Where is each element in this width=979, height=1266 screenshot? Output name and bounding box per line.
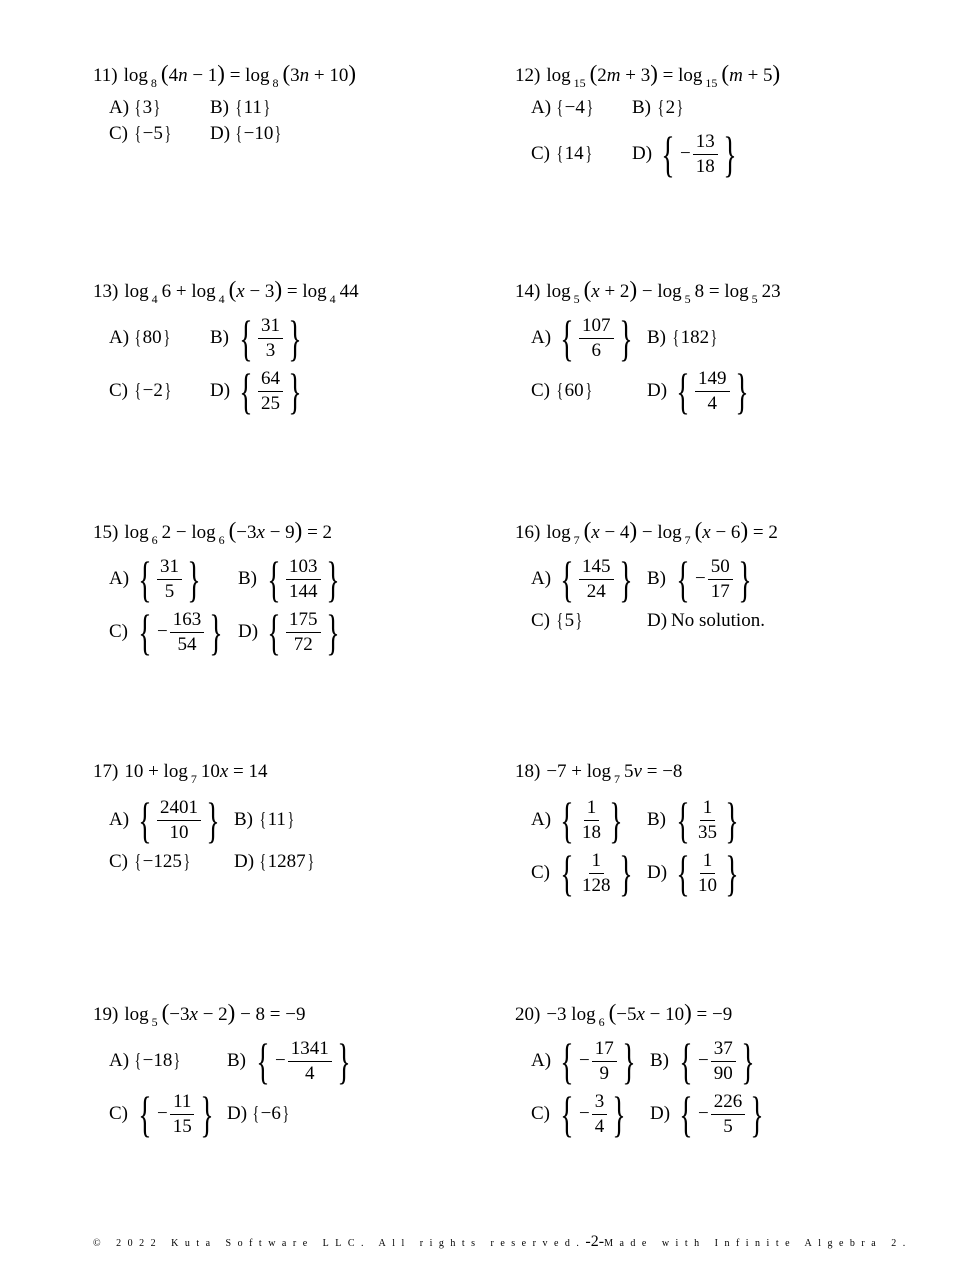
numerator: 163 xyxy=(170,608,205,633)
choice-b xyxy=(234,792,296,848)
choice-d xyxy=(210,122,283,146)
denominator: 128 xyxy=(582,874,611,896)
choice-d xyxy=(632,126,742,182)
choice-letter: D) xyxy=(234,851,255,872)
problem-equation: 18) −7 + log $_7$ 5v = −8 xyxy=(515,761,683,786)
choice-letter: A) xyxy=(109,568,130,589)
fraction-answer: { $\frac{2401}{10}$ } xyxy=(138,792,220,848)
fraction-answer: { − $\frac{13}{18}$ } xyxy=(661,126,737,182)
choice-letter: C) xyxy=(531,1103,550,1124)
choice-letter: A) xyxy=(531,809,552,830)
choice-letter: C) xyxy=(531,380,550,401)
choice-letter: B) xyxy=(210,97,229,118)
choice-letter: B) xyxy=(632,97,651,118)
choice-c xyxy=(531,845,638,901)
fraction-answer: { − $\frac{50}{17}$ } xyxy=(676,551,752,607)
set-answer: { 11 } xyxy=(259,808,295,831)
numerator: 1 xyxy=(700,796,716,821)
numerator: 175 xyxy=(286,608,321,633)
problem-number: 19) xyxy=(93,1004,119,1025)
set-answer: { 14 } xyxy=(556,142,592,165)
made-with-text: Made with Infinite Algebra 2. xyxy=(604,1238,912,1249)
problem-number: 17) xyxy=(93,761,119,782)
choice-c xyxy=(531,1086,631,1142)
choice-letter: A) xyxy=(109,327,130,348)
choice-letter: C) xyxy=(531,610,550,631)
choice-letter: B) xyxy=(650,1050,669,1071)
problem-equation: 14) log $_5$ (x + 2) − log $_5$ 8 = log $_5$ 23 xyxy=(515,277,781,306)
choice-text: No solution. xyxy=(671,610,765,631)
denominator: 18 xyxy=(695,155,715,177)
set-answer: { −125 } xyxy=(134,850,190,873)
choice-d xyxy=(234,850,315,874)
choice-c xyxy=(531,609,584,633)
choice-c xyxy=(109,363,172,419)
problem-equation: 19) log $_5$ (−3x − 2) − 8 = −9 xyxy=(93,1000,306,1029)
denominator: 4 xyxy=(304,1062,315,1084)
choice-b xyxy=(210,96,272,120)
numerator: 1341 xyxy=(288,1037,332,1062)
choice-b xyxy=(238,551,345,607)
set-answer: { −2 } xyxy=(134,379,171,402)
numerator: 2401 xyxy=(157,796,201,821)
fraction-answer: { $\frac{1}{35}$ } xyxy=(676,792,739,848)
fraction-answer: { $\frac{103}{144}$ } xyxy=(267,551,340,607)
denominator: 144 xyxy=(289,580,318,602)
fraction-answer: { $\frac{1}{128}$ } xyxy=(560,845,633,901)
problem-equation: 13) log $_4$ 6 + log $_4$ (x − 3) = log $_4$ 44 xyxy=(93,277,359,306)
fraction-answer: { $\frac{149}{4}$ } xyxy=(676,363,749,419)
choice-letter: D) xyxy=(632,143,653,164)
numerator: 31 xyxy=(157,555,182,580)
choice-b xyxy=(647,310,719,366)
set-answer: { −5 } xyxy=(134,122,171,145)
numerator: 1 xyxy=(700,849,716,874)
denominator: 24 xyxy=(586,580,606,602)
set-answer: { −6 } xyxy=(252,1102,289,1125)
numerator: 107 xyxy=(579,314,614,339)
problem-18 xyxy=(515,760,955,950)
problem-14 xyxy=(515,278,955,468)
choice-letter: B) xyxy=(227,1050,246,1071)
choice-b xyxy=(227,1033,356,1089)
choice-letter: D) xyxy=(650,1103,671,1124)
choice-b xyxy=(650,1033,760,1089)
denominator: 5 xyxy=(723,1115,733,1137)
choice-b xyxy=(647,792,744,848)
problem-equation: 11) log $_8$ (4n − 1) = log $_8$ (3n + 10) xyxy=(93,61,357,90)
set-answer: { 2 } xyxy=(657,96,684,119)
problem-19 xyxy=(93,1001,533,1191)
choice-b xyxy=(210,310,307,366)
numerator: 3 xyxy=(592,1090,608,1115)
choice-letter: B) xyxy=(238,568,257,589)
set-answer: { 60 } xyxy=(556,379,592,402)
problem-11 xyxy=(93,62,533,252)
choice-letter: C) xyxy=(109,123,128,144)
choice-letter: D) xyxy=(238,621,259,642)
fraction-answer: { − $\frac{17}{9}$ } xyxy=(560,1033,636,1089)
set-answer: { 5 } xyxy=(556,609,583,632)
choice-letter: D) xyxy=(647,862,668,883)
choice-letter: C) xyxy=(531,143,550,164)
denominator: 25 xyxy=(261,392,280,414)
denominator: 9 xyxy=(599,1062,609,1084)
numerator: 1 xyxy=(584,796,600,821)
problem-15 xyxy=(93,519,533,709)
problem-equation: 15) log $_6$ 2 − log $_6$ (−3x − 9) = 2 xyxy=(93,518,333,547)
fraction-answer: { $\frac{175}{72}$ } xyxy=(267,604,340,660)
set-answer: { 80 } xyxy=(134,326,170,349)
choice-d xyxy=(647,363,754,419)
problem-number: 14) xyxy=(515,281,541,302)
choice-c xyxy=(109,1086,219,1142)
problem-number: 11) xyxy=(93,65,118,86)
fraction-answer: { $\frac{31}{3}$ } xyxy=(239,310,302,366)
problem-17 xyxy=(93,760,533,950)
problem-number: 18) xyxy=(515,761,541,782)
choice-d xyxy=(650,1086,769,1142)
page-number: -2- xyxy=(585,1233,605,1250)
set-answer: { 11 } xyxy=(235,96,271,119)
choice-letter: D) xyxy=(647,610,668,631)
denominator: 5 xyxy=(164,580,175,602)
choice-c xyxy=(109,850,191,874)
denominator: 17 xyxy=(710,580,730,602)
numerator: 226 xyxy=(711,1090,746,1115)
fraction-answer: { − $\frac{1341}{4}$ } xyxy=(256,1033,351,1089)
choice-b xyxy=(647,551,757,607)
set-answer: { 182 } xyxy=(672,326,718,349)
set-answer: { 3 } xyxy=(134,96,161,119)
choice-letter: A) xyxy=(109,1050,130,1071)
set-answer: { −4 } xyxy=(556,96,593,119)
copyright-text: © 2022 Kuta Software LLC. All rights reserved. xyxy=(93,1238,586,1249)
choice-letter: D) xyxy=(647,380,668,401)
numerator: 37 xyxy=(711,1037,736,1062)
problem-number: 20) xyxy=(515,1004,541,1025)
problem-number: 13) xyxy=(93,281,119,302)
choice-c xyxy=(531,126,593,182)
numerator: 17 xyxy=(592,1037,617,1062)
choice-letter: A) xyxy=(531,568,552,589)
problem-equation: 16) log $_7$ (x − 4) − log $_7$ (x − 6) = 2 xyxy=(515,518,778,547)
choice-a xyxy=(109,792,225,848)
fraction-answer: { − $\frac{3}{4}$ } xyxy=(560,1086,626,1142)
choice-letter: D) xyxy=(210,380,231,401)
numerator: 145 xyxy=(579,555,614,580)
choice-a xyxy=(531,310,638,366)
choice-a xyxy=(531,792,628,848)
problem-equation: 17) 10 + log $_7$ 10x = 14 xyxy=(93,761,268,786)
choice-letter: A) xyxy=(531,327,552,348)
choice-letter: C) xyxy=(531,862,550,883)
denominator: 10 xyxy=(169,821,189,843)
choice-letter: C) xyxy=(109,851,128,872)
problem-20 xyxy=(515,1001,955,1191)
choice-letter: A) xyxy=(531,97,552,118)
choice-c xyxy=(109,122,172,146)
choice-letter: A) xyxy=(531,1050,552,1071)
choice-letter: D) xyxy=(227,1103,248,1124)
choice-b xyxy=(632,96,685,120)
problem-equation: 20) −3 log $_6$ (−5x − 10) = −9 xyxy=(515,1000,733,1029)
denominator: 54 xyxy=(177,633,197,655)
denominator: 6 xyxy=(591,339,601,361)
numerator: 1 xyxy=(589,849,605,874)
choice-letter: B) xyxy=(647,809,666,830)
choice-d xyxy=(210,363,307,419)
problem-equation: 12) log $_{15}$ (2m + 3) = log $_{15}$ (m + 5) xyxy=(515,61,781,90)
fraction-answer: { − $\frac{226}{5}$ } xyxy=(679,1086,764,1142)
problem-13 xyxy=(93,278,533,468)
choice-letter: B) xyxy=(647,327,666,348)
choice-c xyxy=(531,363,593,419)
denominator: 4 xyxy=(594,1115,605,1137)
fraction-answer: { − $\frac{163}{54}$ } xyxy=(138,604,223,660)
choice-letter: C) xyxy=(109,621,128,642)
fraction-answer: { $\frac{31}{5}$ } xyxy=(138,551,201,607)
choice-letter: C) xyxy=(109,380,128,401)
denominator: 15 xyxy=(172,1115,192,1137)
choice-letter: D) xyxy=(210,123,231,144)
numerator: 103 xyxy=(286,555,321,580)
numerator: 11 xyxy=(170,1090,194,1115)
fraction-answer: { − $\frac{11}{15}$ } xyxy=(138,1086,214,1142)
problem-number: 12) xyxy=(515,65,541,86)
denominator: 18 xyxy=(582,821,601,843)
set-answer: { 1287 } xyxy=(259,850,314,873)
problem-12 xyxy=(515,62,955,252)
numerator: 149 xyxy=(695,367,730,392)
choice-d xyxy=(647,845,744,901)
denominator: 90 xyxy=(713,1062,733,1084)
problem-number: 15) xyxy=(93,522,119,543)
problem-number: 16) xyxy=(515,522,541,543)
choice-d xyxy=(238,604,345,660)
set-answer: { −10 } xyxy=(235,122,282,145)
choice-letter: A) xyxy=(109,97,130,118)
choice-a xyxy=(109,551,206,607)
denominator: 72 xyxy=(293,633,313,655)
numerator: 50 xyxy=(708,555,733,580)
denominator: 35 xyxy=(698,821,717,843)
choice-a xyxy=(531,551,638,607)
choice-c xyxy=(109,604,228,660)
fraction-answer: { $\frac{64}{25}$ } xyxy=(239,363,302,419)
set-answer: { −18 } xyxy=(134,1049,181,1072)
footer xyxy=(93,1233,912,1251)
choice-d xyxy=(227,1086,290,1142)
numerator: 31 xyxy=(258,314,283,339)
denominator: 4 xyxy=(707,392,717,414)
denominator: 10 xyxy=(698,874,717,896)
fraction-answer: { $\frac{1}{10}$ } xyxy=(676,845,739,901)
choice-letter: B) xyxy=(210,327,229,348)
fraction-answer: { $\frac{145}{24}$ } xyxy=(560,551,633,607)
choice-letter: B) xyxy=(647,568,666,589)
numerator: 64 xyxy=(258,367,283,392)
choice-letter: C) xyxy=(109,1103,128,1124)
choice-a xyxy=(109,96,162,120)
choice-a xyxy=(109,310,171,366)
fraction-answer: { − $\frac{37}{90}$ } xyxy=(679,1033,755,1089)
choice-a xyxy=(531,1033,641,1089)
denominator: 3 xyxy=(265,339,276,361)
problem-16 xyxy=(515,519,955,709)
choice-letter: A) xyxy=(109,809,130,830)
choice-d xyxy=(647,609,765,633)
choice-letter: B) xyxy=(234,809,253,830)
choice-a xyxy=(109,1033,182,1089)
fraction-answer: { $\frac{107}{6}$ } xyxy=(560,310,633,366)
fraction-answer: { $\frac{1}{18}$ } xyxy=(560,792,623,848)
numerator: 13 xyxy=(693,130,718,155)
choice-a xyxy=(531,96,594,120)
